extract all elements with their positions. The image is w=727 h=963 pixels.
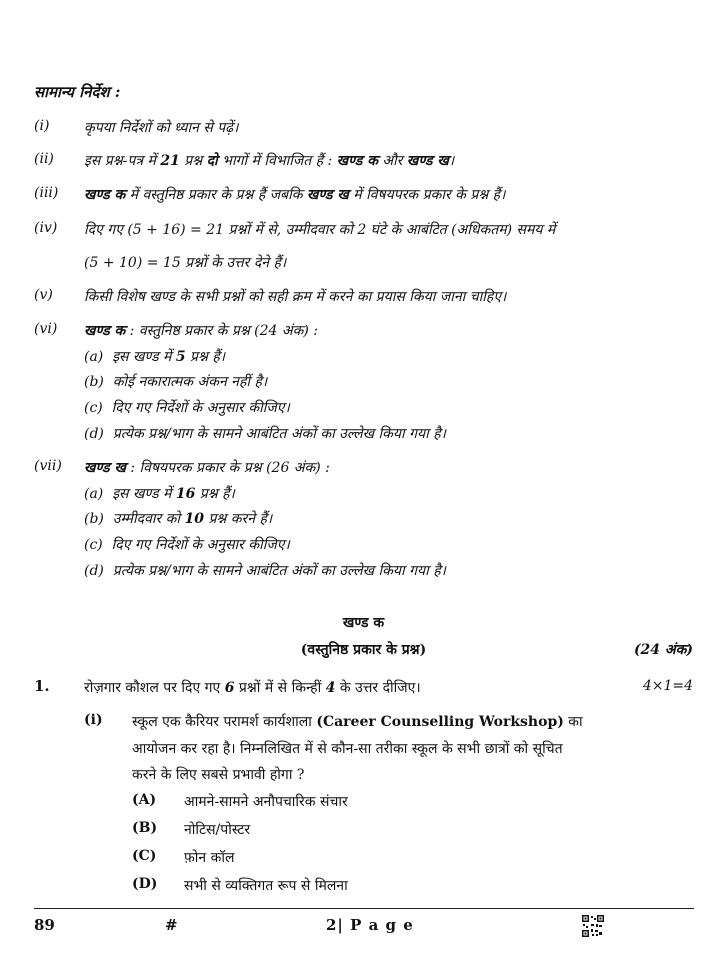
footer-page: 2| P a g e — [326, 916, 414, 934]
instruction-num: (iv) — [34, 220, 58, 236]
instruction-num: (i) — [34, 118, 50, 134]
subquestion-label: (i) — [84, 712, 103, 728]
footer-rule — [34, 908, 694, 909]
option-label: (C) — [132, 848, 157, 864]
question-number: 1. — [34, 677, 50, 695]
sub-instruction: (b) उम्मीदवार को 10 प्रश्न करने हैं। — [84, 511, 273, 527]
instruction-num: (iii) — [34, 185, 59, 201]
option-text: फ़ोन कॉल — [184, 850, 235, 866]
instruction-text: खण्ड क : वस्तुनिष्ठ प्रकार के प्रश्न (24 अंक) : — [84, 323, 318, 339]
instruction-text-cont: (5 + 10) = 15 प्रश्नों के उत्तर देने हैं। — [84, 255, 287, 271]
sub-instruction: (c) दिए गए निर्देशों के अनुसार कीजिए। — [84, 537, 290, 553]
instruction-text: इस प्रश्न-पत्र में 21 प्रश्न दो भागों में विभाजित हैं : खण्ड क और खण्ड ख। — [84, 153, 455, 169]
instruction-num: (vi) — [34, 321, 58, 337]
instruction-text: कृपया निर्देशों को ध्यान से पढ़ें। — [84, 120, 239, 136]
sub-instruction: (a) इस खण्ड में 16 प्रश्न हैं। — [84, 486, 235, 502]
instruction-text: खण्ड ख : विषयपरक प्रकार के प्रश्न (26 अंक) : — [84, 460, 330, 476]
section-marks: (24 अंक) — [633, 642, 693, 658]
section-subtitle: (वस्तुनिष्ठ प्रकार के प्रश्न) — [300, 642, 427, 658]
option-label: (B) — [132, 820, 158, 836]
instruction-num: (ii) — [34, 151, 54, 167]
qr-code-icon — [582, 915, 604, 937]
subquestion-text: स्कूल एक कैरियर परामर्श कार्यशाला (Career Counselling Workshop) का — [132, 714, 583, 730]
instruction-num: (v) — [34, 287, 53, 303]
section-title: खण्ड क — [342, 615, 385, 631]
question-marks: 4×1=4 — [642, 678, 693, 694]
instruction-num: (vii) — [34, 458, 62, 474]
instruction-text: खण्ड क में वस्तुनिष्ठ प्रकार के प्रश्न हैं जबकि खण्ड ख में विषयपरक प्रकार के प्रश्न हैं। — [84, 187, 506, 203]
footer-code: 89 — [34, 916, 55, 934]
sub-instruction: (c) दिए गए निर्देशों के अनुसार कीजिए। — [84, 400, 290, 416]
option-text: नोटिस/पोस्टर — [184, 822, 251, 838]
sub-instruction: (a) इस खण्ड में 5 प्रश्न हैं। — [84, 349, 226, 365]
sub-instruction: (d) प्रत्येक प्रश्न/भाग के सामने आबंटित अंकों का उल्लेख किया गया है। — [84, 426, 446, 442]
option-label: (D) — [132, 876, 158, 892]
footer-hash: # — [165, 916, 178, 934]
option-label: (A) — [132, 792, 157, 808]
sub-instruction: (b) कोई नकारात्मक अंकन नहीं है। — [84, 374, 268, 390]
question-text: रोज़गार कौशल पर दिए गए 6 प्रश्नों में से किन्हीं 4 के उत्तर दीजिए। — [84, 680, 421, 696]
option-text: आमने-सामने अनौपचारिक संचार — [184, 794, 348, 810]
subquestion-text-cont: करने के लिए सबसे प्रभावी होगा ? — [132, 767, 305, 783]
instruction-text: किसी विशेष खण्ड के सभी प्रश्नों को सही क्रम में करने का प्रयास किया जाना चाहिए। — [84, 289, 507, 305]
option-text: सभी से व्यक्तिगत रूप से मिलना — [184, 878, 348, 894]
instructions-heading: सामान्य निर्देश : — [34, 83, 121, 101]
instruction-text: दिए गए (5 + 16) = 21 प्रश्नों में से, उम्मीदवार को 2 घंटे के आबंटित (अधिकतम) समय में — [84, 222, 556, 238]
subquestion-text-cont: आयोजन कर रहा है। निम्नलिखित में से कौन-सा तरीका स्कूल के सभी छात्रों को सूचित — [132, 741, 563, 757]
sub-instruction: (d) प्रत्येक प्रश्न/भाग के सामने आबंटित अंकों का उल्लेख किया गया है। — [84, 563, 446, 579]
